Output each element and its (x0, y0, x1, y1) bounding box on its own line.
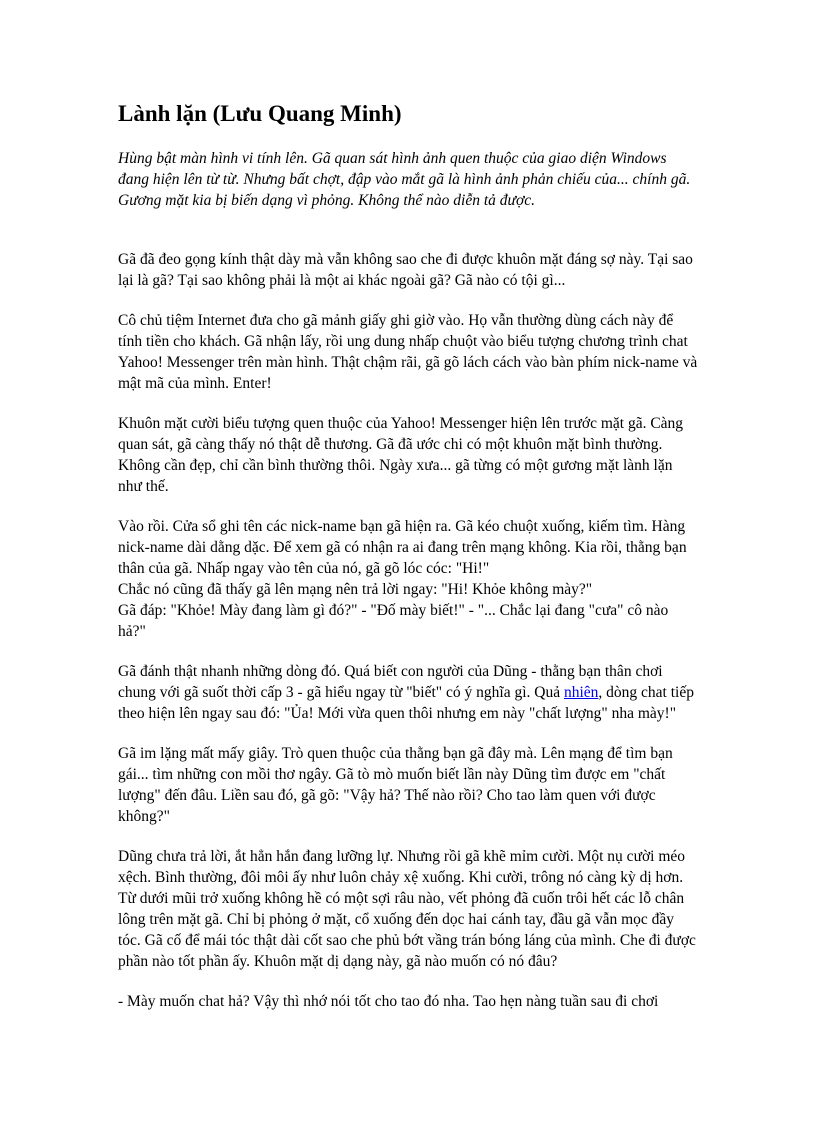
paragraph-3: Khuôn mặt cười biểu tượng quen thuộc của Yahoo! Messenger hiện lên trước mặt gã. Càng quan sát, gã càng thấy nó thật dễ thương. Gã đã ước chi có một khuôn mặt bình thường. Không cần đẹp, chỉ cần bình thường thôi. Ngày xưa... gã từng có một gương mặt lành lặn như thế. (118, 415, 684, 495)
paragraph-1: Gã đã đeo gọng kính thật dày mà vẫn không sao che đi được khuôn mặt đáng sợ này. Tại sao lại là gã? Tại sao không phải là một ai khác ngoài gã? Gã nào có tội gì... (118, 251, 693, 289)
document-page (118, 100, 698, 1031)
paragraph-8: - Mày muốn chat hả? Vậy thì nhớ nói tốt cho tao đó nha. Tao hẹn nàng tuần sau đi chơi (118, 993, 659, 1010)
document-title: Lành lặn (Lưu Quang Minh) (118, 101, 402, 126)
hyperlink-nhien[interactable]: nhiên (563, 684, 599, 701)
paragraph-6: Gã im lặng mất mấy giây. Trò quen thuộc của thằng bạn gã đây mà. Lên mạng để tìm bạn gái... tìm những con mồi thơ ngây. Gã tò mò muốn biết lần này Dũng tìm được em "chất lượng" đến đâu. Liền sau đó, gã gõ: "Vậy hả? Thế nào rồi? Cho tao làm quen với được không?" (118, 745, 673, 825)
paragraph-5-text-after: , dòng chat tiếp theo hiện lên ngay sau đó: "Ủa! Mới vừa quen thôi nhưng em này "chất lượng" nha mày!" (118, 684, 694, 722)
paragraph-4 (118, 516, 698, 642)
paragraph-4-main: Vào rồi. Cửa sổ ghi tên các nick-name bạn gã hiện ra. Gã kéo chuột xuống, kiếm tìm. Hàng nick-name dài dằng dặc. Để xem gã có nhận ra ai đang trên mạng không. Kia rồi, thằng bạn thân của gã. Nhấp ngay vào tên của nó, gã gõ lóc cóc: "Hi!" (118, 518, 687, 577)
paragraph-4-line-3: Gã đáp: "Khỏe! Mày đang làm gì đó?" - "Đố mày biết!" - "... Chắc lại đang "cưa" cô nào hả?" (118, 602, 669, 640)
paragraph-5 (118, 661, 698, 724)
paragraph-7: Dũng chưa trả lời, ắt hẳn hắn đang lưỡng lự. Nhưng rồi gã khẽ mỉm cười. Một nụ cười méo xệch. Bình thường, đôi môi ấy như luôn chảy xệ xuống. Khi cười, trông nó càng kỳ dị hơn. Từ dưới mũi trở xuống không hề có một sợi râu nào, vết phỏng đã cuốn trôi hết các lỗ chân lông trên mặt gã. Chỉ bị phỏng ở mặt, cổ xuống đến dọc hai cánh tay, đầu gã vẫn mọc đầy tóc. Gã cố để mái tóc thật dài cốt sao che phủ bớt vầng trán bóng láng của mình. Che đi được phần nào tốt phần ấy. Khuôn mặt dị dạng này, gã nào muốn có nó đâu? (118, 848, 696, 970)
paragraph-2: Cô chủ tiệm Internet đưa cho gã mảnh giấy ghi giờ vào. Họ vẫn thường dùng cách này để tính tiền cho khách. Gã nhận lấy, rồi ung dung nhấp chuột vào biểu tượng chương trình chat Yahoo! Messenger trên màn hình. Thật chậm rãi, gã gõ lách cách vào bàn phím nick-name và mật mã của mình. Enter! (118, 312, 698, 392)
intro-paragraph: Hùng bật màn hình vi tính lên. Gã quan sát hình ảnh quen thuộc của giao diện Windows đang hiện lên từ từ. Nhưng bất chợt, đập vào mắt gã là hình ảnh phản chiếu của... chính gã. Gương mặt kia bị biến dạng vì phỏng. Không thể nào diễn tả được. (118, 150, 691, 209)
paragraph-5-text-before: Gã đánh thật nhanh những dòng đó. Quá biết con người của Dũng - thằng bạn thân chơi chung với gã suốt thời cấp 3 - gã hiểu ngay từ "biết" có ý nghĩa gì. Quả (118, 663, 663, 701)
paragraph-4-line-2: Chắc nó cũng đã thấy gã lên mạng nên trả lời ngay: "Hi! Khỏe không mày?" (118, 581, 593, 598)
